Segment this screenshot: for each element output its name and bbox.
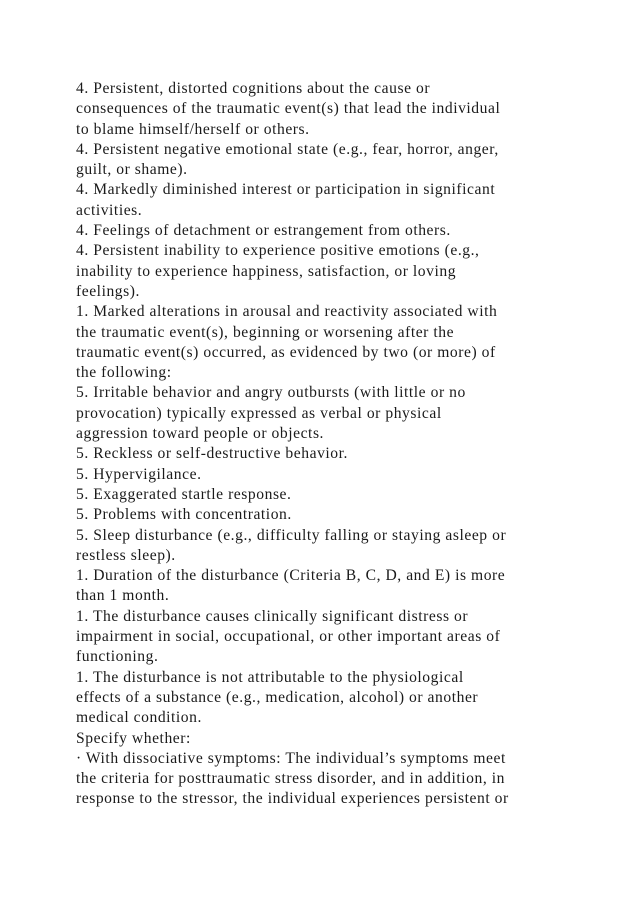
text-line: 4. Markedly diminished interest or participation in significant: [76, 181, 496, 199]
text-line: traumatic event(s) occurred, as evidenced by two (or more) of: [76, 343, 496, 361]
text-line: 1. The disturbance is not attributable to the physiological: [76, 668, 464, 686]
text-line: effects of a substance (e.g., medication, alcohol) or another: [76, 688, 479, 706]
text-line: restless sleep).: [76, 546, 176, 564]
text-line: guilt, or shame).: [76, 161, 188, 179]
text-line: the following:: [76, 364, 172, 382]
text-line: medical condition.: [76, 709, 202, 727]
text-line: · With dissociative symptoms: The individual’s symptoms meet: [76, 749, 506, 767]
text-line: to blame himself/herself or others.: [76, 120, 310, 138]
text-line: functioning.: [76, 648, 159, 666]
text-line: 1. Duration of the disturbance (Criteria B, C, D, and E) is more: [76, 567, 506, 585]
text-line: feelings).: [76, 282, 140, 300]
text-line: impairment in social, occupational, or other important areas of: [76, 628, 501, 646]
text-line: 5. Sleep disturbance (e.g., difficulty falling or staying asleep or: [76, 526, 507, 544]
text-line: 1. The disturbance causes clinically significant distress or: [76, 607, 469, 625]
text-line: inability to experience happiness, satisfaction, or loving: [76, 262, 457, 280]
text-line: than 1 month.: [76, 587, 170, 605]
text-line: provocation) typically expressed as verbal or physical: [76, 404, 442, 422]
text-line: Specify whether:: [76, 729, 191, 747]
text-line: aggression toward people or objects.: [76, 425, 325, 443]
text-line: the traumatic event(s), beginning or worsening after the: [76, 323, 455, 341]
document-body-text: [76, 79, 576, 810]
text-line: 4. Feelings of detachment or estrangement from others.: [76, 222, 451, 240]
text-line: 5. Problems with concentration.: [76, 506, 292, 524]
text-line: consequences of the traumatic event(s) that lead the individual: [76, 100, 501, 118]
text-line: 5. Hypervigilance.: [76, 465, 202, 483]
text-line: the criteria for posttraumatic stress disorder, and in addition, in: [76, 770, 505, 788]
text-line: 5. Exaggerated startle response.: [76, 485, 292, 503]
text-line: activities.: [76, 201, 143, 219]
text-line: 5. Reckless or self-destructive behavior.: [76, 445, 348, 463]
text-line: response to the stressor, the individual experiences persistent or: [76, 790, 509, 808]
text-line: 4. Persistent negative emotional state (e.g., fear, horror, anger,: [76, 140, 499, 158]
text-line: 4. Persistent inability to experience positive emotions (e.g.,: [76, 242, 480, 260]
text-line: 5. Irritable behavior and angry outbursts (with little or no: [76, 384, 466, 402]
text-line: 4. Persistent, distorted cognitions about the cause or: [76, 80, 431, 97]
text-line: 1. Marked alterations in arousal and reactivity associated with: [76, 303, 498, 321]
